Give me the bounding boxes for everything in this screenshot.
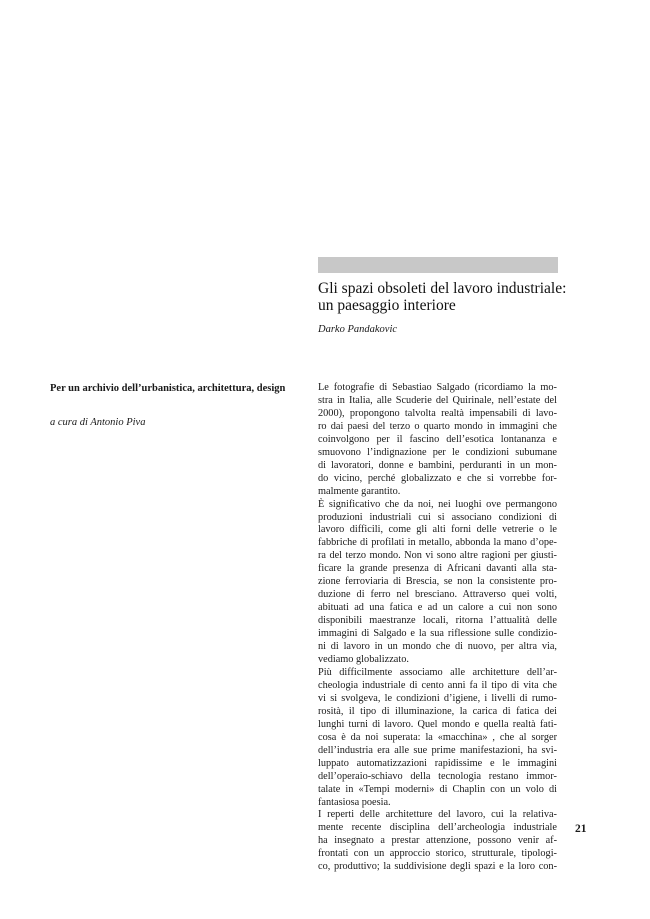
- body-line: produzioni industriali cui si associano condizioni di: [318, 511, 557, 523]
- body-line: immagini di Salgado e la sua riflessione sulle condizio-: [318, 628, 557, 640]
- body-line: vi si svolgeva, le condizioni d’igiene, i livelli di rumo-: [318, 692, 557, 704]
- body-line: 2000), propongono talvolta realtà impensabili di lavo-: [318, 407, 557, 419]
- body-line: smuovono l’indignazione per le condizioni subumane: [318, 446, 557, 458]
- body-paragraph: [318, 809, 557, 874]
- body-line: co, produttivo; la suddivisione degli spazi e la loro con-: [318, 861, 557, 873]
- body-line: zione ferroviaria di Brescia, se non la consistente pro-: [318, 576, 557, 588]
- body-line: ha insegnato a prestar attenzione, possono venir af-: [318, 835, 557, 847]
- body-line: fabbriche di profilati in metallo, abbonda la mano d’ope-: [318, 537, 557, 549]
- body-line: ficare la grande presenza di Africani davanti alla sta-: [318, 563, 557, 575]
- article-author: Darko Pandakovic: [318, 324, 398, 335]
- body-line: dell’operaio-schiavo della tecnologia restano immor-: [318, 770, 557, 782]
- section-editor: a cura di Antonio Piva: [50, 417, 146, 428]
- body-line: vediamo globalizzato.: [318, 654, 409, 666]
- body-line: talate in «Tempi moderni» di Chaplin con un volo di: [318, 783, 557, 795]
- title-rule-bar: [318, 257, 558, 273]
- body-line: stra in Italia, alle Scuderie del Quirinale, nell’estate del: [318, 394, 557, 406]
- body-line: ni di lavoro in un mondo che di nuovo, per altra via,: [318, 641, 557, 653]
- body-line: disponibili maestranze locali, ritorna l’attualità delle: [318, 615, 557, 627]
- body-line: lavoro difficili, come gli alti forni delle vetrerie o le: [318, 524, 557, 536]
- body-line: lunghi turni di lavoro. Quel mondo e quella realtà fati-: [318, 718, 557, 730]
- body-paragraph: [318, 382, 557, 499]
- body-line: mente recente disciplina dell’archeologia industriale: [318, 822, 557, 834]
- section-heading: Per un archivio dell’urbanistica, architettura, design: [50, 383, 286, 394]
- body-paragraph: [318, 499, 557, 667]
- body-line: frontati con un approccio storico, strutturale, tipologi-: [318, 848, 557, 860]
- body-line: rosità, il tipo di illuminazione, la carica di fatica dei: [318, 705, 557, 717]
- article-body: [318, 382, 557, 874]
- body-line: fantasiosa poesia.: [318, 796, 391, 808]
- body-line: abituati ad una fatica e ad un calore a cui non sono: [318, 602, 557, 614]
- body-line: Le fotografie di Sebastiao Salgado (ricordiamo la mo-: [318, 382, 557, 393]
- body-line: Più difficilmente associamo alle architetture dell’ar-: [318, 666, 557, 678]
- body-line: di lavoratori, donne e bambini, perduranti in un mon-: [318, 459, 557, 471]
- body-paragraph: [318, 667, 557, 809]
- body-line: luppato automatizzazioni rapidissime e le immagini: [318, 757, 557, 769]
- body-line: ra del terzo mondo. Non vi sono altre ragioni per giusti-: [318, 550, 557, 562]
- body-line: cheologia industriale di cento anni fa il tipo di vita che: [318, 679, 557, 691]
- body-line: cosa è da noi superata: la «macchina» , che al sorger: [318, 731, 557, 743]
- body-line: malmente garantito.: [318, 485, 401, 497]
- body-line: do vicino, perché globalizzato e che si vorrebbe for-: [318, 472, 557, 484]
- body-line: duzione di ferro nel bresciano. Attraverso quei volti,: [318, 589, 557, 601]
- body-line: dell’industria era alle sue prime manifestazioni, ha svi-: [318, 744, 557, 756]
- article-title: Gli spazi obsoleti del lavoro industriale: un paesaggio interiore: [318, 280, 567, 314]
- page-number: 21: [575, 823, 587, 835]
- body-line: coinvolgono per il fascino dell’esotica lontananza e: [318, 433, 557, 445]
- body-line: I reperti delle architetture del lavoro, cui la relativa-: [318, 809, 557, 821]
- body-line: ro dai paesi del terzo o quarto mondo in immagini che: [318, 420, 557, 432]
- body-line: È significativo che da noi, nei luoghi ove permangono: [318, 498, 557, 510]
